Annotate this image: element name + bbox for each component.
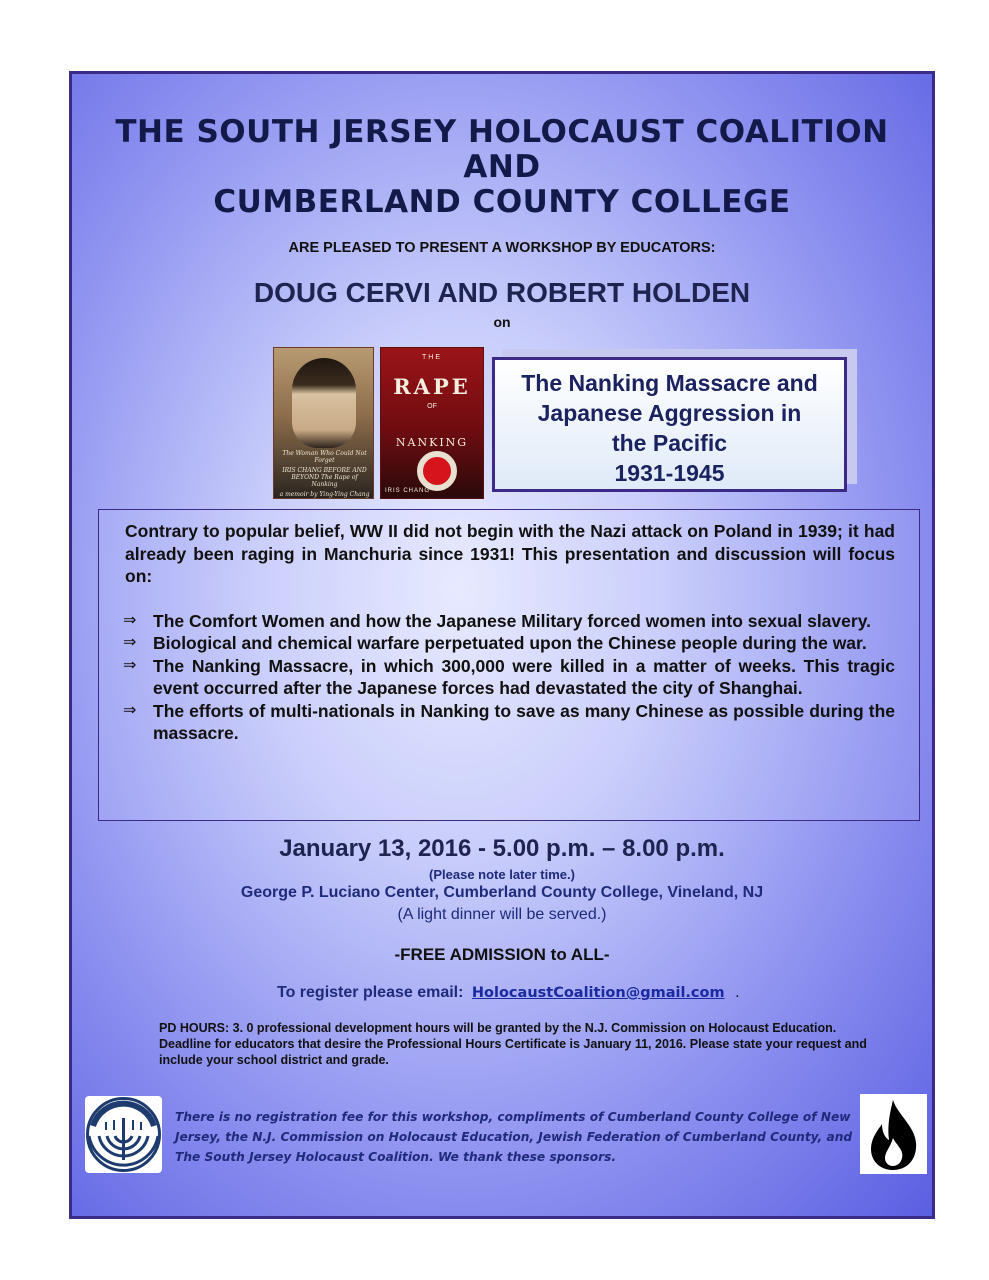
presenting-text: ARE PLEASED TO PRESENT A WORKSHOP BY EDUCATORS: bbox=[288, 240, 716, 256]
arrow-bullet-icon: ⇒ bbox=[123, 656, 137, 674]
book2-of: OF bbox=[427, 403, 437, 410]
event-date: January 13, 2016 - 5.00 p.m. – 8.00 p.m. bbox=[279, 835, 725, 862]
arrow-bullet-icon: ⇒ bbox=[123, 701, 137, 719]
list-item: ⇒ The efforts of multi-nationals in Nanking to save as many Chinese as possible during the massacre. bbox=[123, 700, 895, 743]
book2-rape: RAPE bbox=[393, 374, 471, 399]
workshop-title-line-1: The Nanking Massacre and bbox=[521, 370, 818, 396]
register-line bbox=[277, 984, 740, 1002]
book1-title: The Woman Who Could Not Forget bbox=[282, 450, 367, 464]
dinner-note: (A light dinner will be served.) bbox=[397, 906, 607, 923]
time-note: (Please note later time.) bbox=[429, 867, 575, 882]
book2-the: THE bbox=[422, 354, 442, 361]
topics-list bbox=[125, 610, 895, 745]
pd-hours-text: PD HOURS: 3. 0 professional development hours will be granted by the N.J. Commission on Holocaust Education. Deadline for educators that desire the Professional Hours Certificate is January 11, 2016. Please state your request and include your school district and grade. bbox=[159, 1021, 867, 1067]
intro-paragraph: Contrary to popular belief, WW II did not begin with the Nazi attack on Poland in 1939; it had already been raging in Manchuria since 1931! This presentation and discussion will focus on: bbox=[125, 521, 895, 586]
presenters-names: DOUG CERVI AND ROBERT HOLDEN bbox=[253, 277, 751, 308]
book1-subtitle: IRIS CHANG BEFORE AND BEYOND The Rape of Nanking bbox=[282, 467, 367, 488]
book-cover-rape-of-nanking bbox=[380, 347, 484, 499]
book1-author: a memoir by Ying-Ying Chang bbox=[279, 491, 370, 498]
workshop-flyer bbox=[69, 71, 935, 1219]
event-venue: George P. Luciano Center, Cumberland County College, Vineland, NJ bbox=[240, 884, 764, 901]
book2-nanking: NANKING bbox=[395, 436, 469, 449]
header-line-2: AND bbox=[463, 149, 541, 185]
jewish-federation-logo-icon bbox=[85, 1096, 162, 1173]
header-line-1: THE SOUTH JERSEY HOLOCAUST COALITION bbox=[115, 114, 889, 150]
list-item: ⇒ The Comfort Women and how the Japanese Military forced women into sexual slavery. bbox=[123, 610, 871, 631]
sponsors-text: There is no registration fee for this workshop, compliments of Cumberland County College of New Jersey, the N.J. Commission on Holocaust Education, Jewish Federation of Cumberland County, and The South Jersey Holocaust Coalition. We thank these sponsors. bbox=[175, 1110, 853, 1164]
free-admission: -FREE ADMISSION to ALL- bbox=[394, 945, 610, 964]
book-cover-woman-who-could-not-forget bbox=[273, 347, 374, 499]
list-item: ⇒ The Nanking Massacre, in which 300,000 were killed in a matter of weeks. This tragic event occurred after the Japanese forces had devastated the city of Shanghai. bbox=[123, 655, 895, 698]
workshop-title-line-3: the Pacific bbox=[611, 430, 728, 456]
book2-author: IRIS CHANG bbox=[385, 488, 431, 494]
rising-sun-image bbox=[417, 451, 457, 491]
arrow-bullet-icon: ⇒ bbox=[123, 634, 137, 651]
workshop-title-box bbox=[492, 357, 847, 492]
workshop-title-line-2: Japanese Aggression in bbox=[537, 400, 802, 426]
register-label: To register please email: bbox=[277, 984, 464, 1001]
header-line-3: CUMBERLAND COUNTY COLLEGE bbox=[213, 184, 791, 220]
list-item: ⇒ Biological and chemical warfare perpetuated upon the Chinese people during the war. bbox=[123, 633, 867, 653]
workshop-title-line-4: 1931-1945 bbox=[614, 460, 725, 486]
arrow-bullet-icon: ⇒ bbox=[123, 611, 137, 629]
register-email-link[interactable]: HolocaustCoalition@gmail.com bbox=[471, 985, 725, 1001]
focus-topics-box bbox=[98, 509, 920, 821]
portrait-image bbox=[292, 358, 356, 448]
flame-logo-icon bbox=[860, 1094, 927, 1174]
register-trail: . bbox=[735, 984, 740, 1001]
on-text: on bbox=[493, 314, 511, 330]
